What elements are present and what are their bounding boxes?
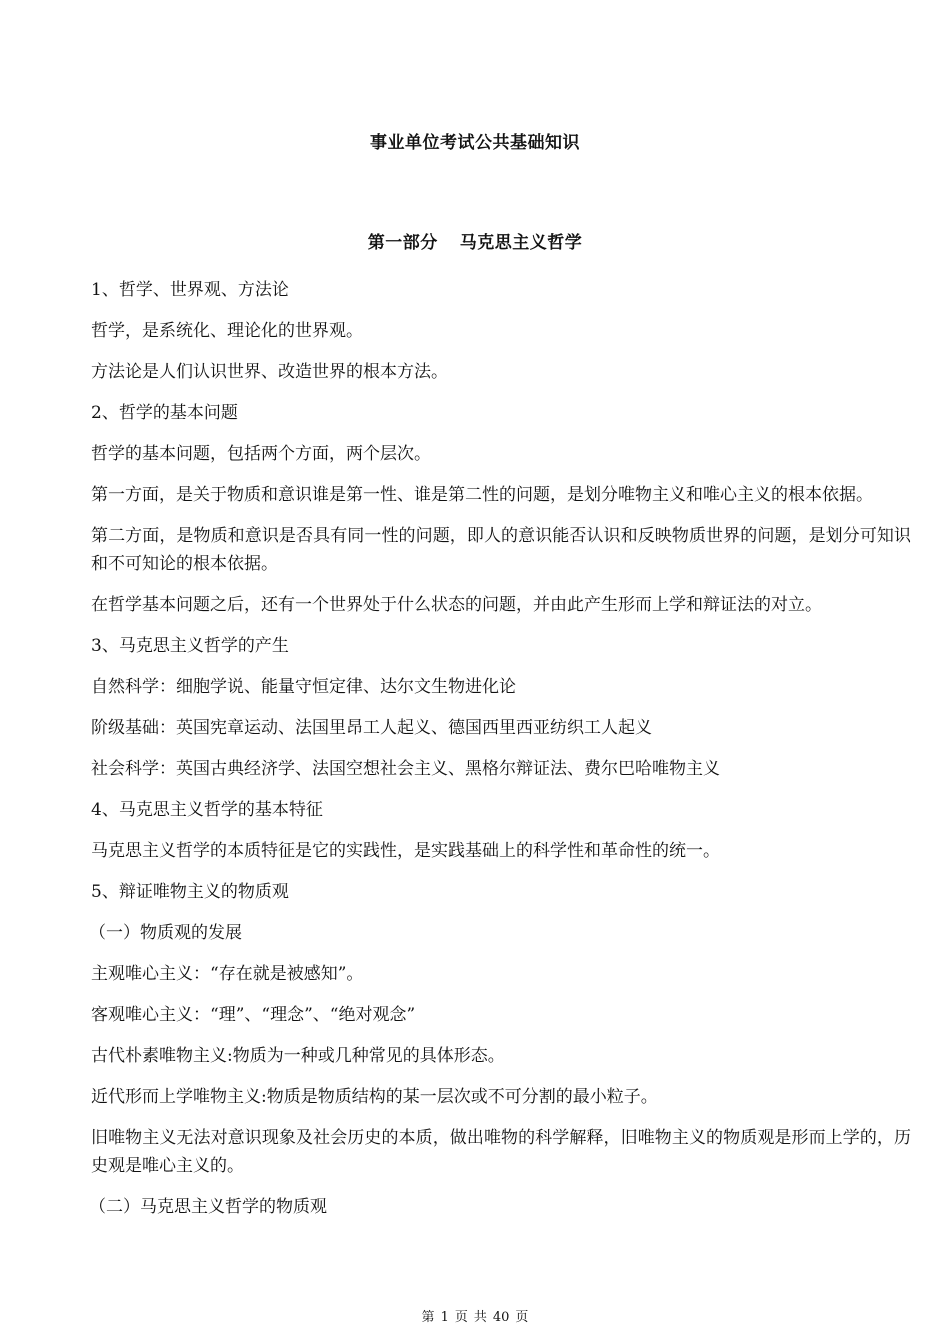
paragraph: 哲学，是系统化、理论化的世界观。	[91, 321, 363, 341]
part-name: 马克思主义哲学	[459, 233, 583, 253]
part-title	[0, 228, 950, 253]
current-page-number: 1	[440, 1310, 449, 1325]
paragraph: 阶级基础：英国宪章运动、法国里昂工人起义、德国西里西亚纺织工人起义	[91, 718, 652, 738]
part-number: 第一部分	[367, 233, 438, 253]
paragraph: 马克思主义哲学的本质特征是它的实践性，是实践基础上的科学性和革命性的统一。	[91, 841, 720, 861]
footer-label-di: 第	[421, 1310, 435, 1325]
paragraph: 哲学的基本问题，包括两个方面，两个层次。	[91, 444, 431, 464]
page-footer	[0, 1306, 950, 1325]
document-body	[91, 276, 911, 1234]
heading-4: 4、马克思主义哲学的基本特征	[91, 800, 323, 820]
paragraph: 方法论是人们认识世界、改造世界的根本方法。	[91, 362, 448, 382]
heading-3: 3、马克思主义哲学的产生	[91, 636, 289, 656]
subheading: （一）物质观的发展	[89, 923, 242, 943]
heading-5: 5、辩证唯物主义的物质观	[91, 882, 289, 902]
heading-1: 1、哲学、世界观、方法论	[91, 280, 289, 300]
total-pages-number: 40	[492, 1310, 510, 1325]
paragraph: 第二方面，是物质和意识是否具有同一性的问题，即人的意识能否认识和反映物质世界的问题，是划分可知识和不可知论的根本依据。	[91, 526, 911, 574]
paragraph: 主观唯心主义：“存在就是被感知”。	[91, 964, 364, 984]
heading-2: 2、哲学的基本问题	[91, 403, 238, 423]
paragraph: 旧唯物主义无法对意识现象及社会历史的本质，做出唯物的科学解释，旧唯物主义的物质观是形而上学的，历史观是唯心主义的。	[91, 1128, 911, 1176]
footer-label-ye2: 页	[515, 1310, 529, 1325]
paragraph: 第一方面，是关于物质和意识谁是第一性、谁是第二性的问题，是划分唯物主义和唯心主义的根本依据。	[91, 485, 873, 505]
document-title: 事业单位考试公共基础知识	[370, 133, 580, 153]
paragraph: 自然科学：细胞学说、能量守恒定律、达尔文生物进化论	[91, 677, 516, 697]
footer-label-gong: 共	[473, 1310, 487, 1325]
paragraph: 社会科学：英国古典经济学、法国空想社会主义、黑格尔辩证法、费尔巴哈唯物主义	[91, 759, 720, 779]
footer-label-ye: 页	[454, 1310, 468, 1325]
paragraph: 古代朴素唯物主义:物质为一种或几种常见的具体形态。	[91, 1046, 505, 1066]
subheading: （二）马克思主义哲学的物质观	[89, 1197, 327, 1217]
paragraph: 在哲学基本问题之后，还有一个世界处于什么状态的问题，并由此产生形而上学和辩证法的对立。	[91, 595, 822, 615]
paragraph: 客观唯心主义：“理”、“理念”、“绝对观念”	[91, 1005, 416, 1025]
paragraph: 近代形而上学唯物主义:物质是物质结构的某一层次或不可分割的最小粒子。	[91, 1087, 658, 1107]
